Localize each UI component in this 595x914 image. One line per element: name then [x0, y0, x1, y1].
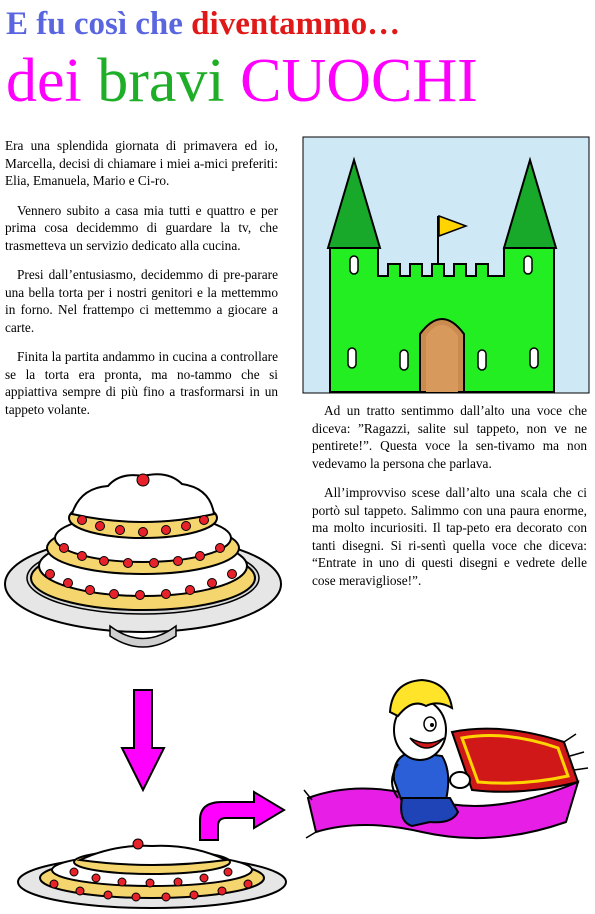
curved-arrow-icon	[196, 790, 288, 842]
title-part-red: diventammo…	[191, 6, 401, 42]
paragraph-6: All’improvviso scese dall’alto una scala che ci portò sul tappeto. Salimmo con una paura enorme, ma molto incuriositi. Il tap-peto era decorato con tanti disegni. Si ri-sentì quella voce che diceva: “Entrate in uno di questi disegni e vedrete delle cose meravigliose!”.	[312, 485, 587, 588]
castle-illustration	[302, 136, 590, 394]
paragraph-2: Vennero subito a casa mia tutti e quattro e per prima cosa decidemmo di guardare la tv, che trasmetteva un servizio dedicato alla cucina.	[5, 202, 278, 253]
title-word-bravi: bravi	[97, 47, 225, 115]
title-word-cuochi: CUOCHI	[240, 47, 478, 115]
left-text-column	[5, 137, 278, 430]
flattened-cake-illustration	[14, 836, 294, 912]
title-word-dei: dei	[6, 47, 82, 115]
down-arrow-icon	[120, 688, 166, 792]
paragraph-1: Era una splendida giornata di primavera ed io, Marcella, decisi di chiamare i miei a-mici preferiti: Elia, Emanuela, Mario e Ci-ro.	[5, 138, 278, 188]
title-line-1	[6, 6, 400, 43]
title-line-2	[6, 47, 478, 115]
right-text-column	[312, 402, 587, 601]
paragraph-5: Ad un tratto sentimmo dall’alto una voce che diceva: ”Ragazzi, salite sul tappeto, non ve ne pentirete!”. Questa voce la sen-tivamo ma non vedevamo la persona che parlava.	[312, 403, 587, 471]
boy-on-flying-carpet-illustration	[302, 672, 592, 848]
paragraph-3: Presi dall’entusiasmo, decidemmo di pre-parare una bella torta per i nostri genitori e la mettemmo in forno. Nel frattempo ci mettemmo a giocare a carte.	[5, 267, 278, 335]
strawberry-cake-illustration	[0, 466, 290, 662]
paragraph-4: Finita la partita andammo in cucina a controllare se la torta era pronta, ma no-tammo che si appiattiva sempre di più fino a trasformarsi in un tappeto volante.	[5, 349, 278, 417]
title-part-blue: E fu così che	[6, 6, 183, 42]
